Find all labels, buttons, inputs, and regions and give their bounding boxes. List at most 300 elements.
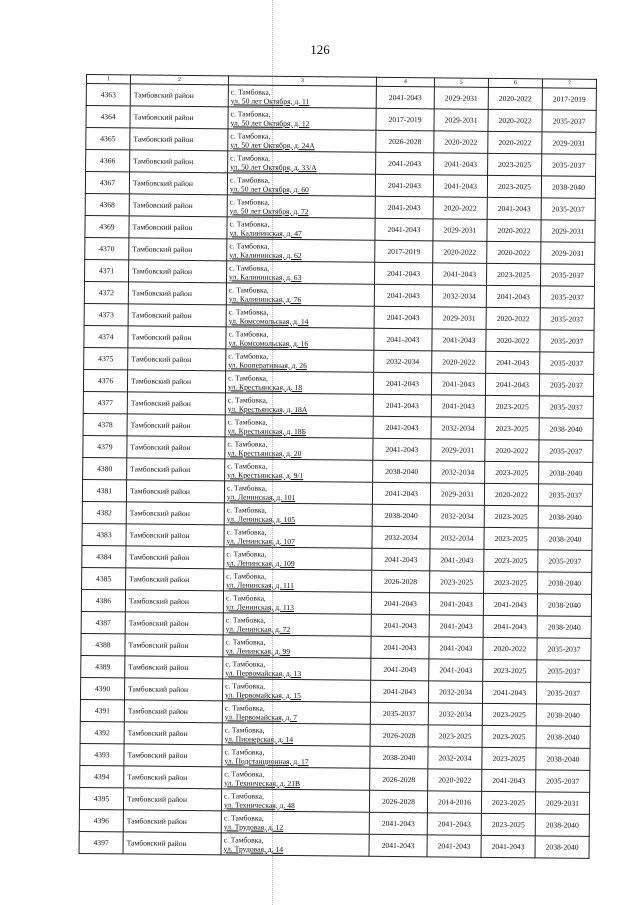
period-cell-col4: 2041-2043 (375, 174, 433, 197)
row-number-cell: 4386 (81, 589, 125, 611)
period-cell-col4: 2032-2034 (372, 526, 430, 549)
address-street: ул. 50 лет Октября, д. 24А (230, 139, 315, 150)
period-cell-col4: 2038-2040 (372, 504, 430, 527)
address-street: ул. Ленинская, д. 107 (226, 535, 295, 546)
period-cell-col7: 2035-2037 (540, 352, 594, 375)
period-cell-col4: 2041-2043 (374, 306, 432, 329)
district-cell: Тамбовский район (129, 172, 227, 195)
period-cell-col6: 2020-2022 (484, 483, 538, 506)
period-cell-col5: 2029-2031 (434, 109, 488, 132)
district-cell: Тамбовский район (127, 436, 225, 459)
address-cell (224, 503, 372, 526)
period-cell-col6: 2023-2025 (484, 549, 538, 572)
period-cell-col6: 2023-2025 (481, 791, 535, 814)
district-cell: Тамбовский район (129, 260, 227, 283)
housing-repair-schedule-table (79, 74, 597, 859)
table-body (79, 75, 596, 859)
address-locality: с. Тамбовка, (224, 702, 265, 713)
period-cell-col5: 2029-2031 (430, 483, 484, 506)
period-cell-col7: 2038-2040 (535, 836, 589, 859)
period-cell-col5: 2032-2034 (428, 681, 482, 704)
period-cell-col6: 2041-2043 (482, 681, 536, 704)
address-locality: с. Тамбовка, (228, 372, 269, 383)
address-street: ул. 50 лет Октября, д. 33/А (230, 161, 317, 172)
table-row (79, 831, 589, 858)
period-cell-col4: 2038-2040 (370, 746, 428, 769)
address-cell (227, 261, 375, 284)
address-locality: с. Тамбовка, (227, 394, 268, 405)
district-cell: Тамбовский район (127, 458, 225, 481)
address-street: ул. Крестьянская, д. 20 (227, 447, 302, 458)
row-number-cell: 4374 (84, 325, 128, 347)
district-cell: Тамбовский район (125, 590, 223, 613)
period-cell-col5: 2041-2043 (433, 175, 487, 198)
period-cell-col4: 2041-2043 (369, 812, 427, 835)
period-cell-col7: 2038-2040 (537, 616, 591, 639)
address-street: ул. Ленинская, д. 109 (226, 557, 295, 568)
period-cell-col7: 2038-2040 (536, 704, 590, 727)
period-cell-col5: 2041-2043 (429, 637, 483, 660)
row-number-cell: 4382 (82, 501, 126, 523)
period-cell-col5: 2041-2043 (427, 813, 481, 836)
address-street: ул. Пионерская, д. 14 (224, 733, 294, 744)
district-cell: Тамбовский район (126, 568, 224, 591)
address-cell (227, 217, 375, 240)
period-cell-col7: 2038-2040 (536, 748, 590, 771)
period-cell-col6: 2023-2025 (485, 417, 539, 440)
district-cell: Тамбовский район (128, 326, 226, 349)
address-locality: с. Тамбовка, (229, 240, 270, 251)
period-cell-col4: 2041-2043 (373, 372, 431, 395)
district-cell: Тамбовский район (124, 678, 222, 701)
address-street: ул. Калининская, д. 63 (229, 271, 302, 282)
period-cell-col5: 2032-2034 (428, 747, 482, 770)
address-street: ул. 50 лет Октября, д. 60 (229, 183, 309, 194)
period-cell-col5: 2023-2025 (428, 725, 482, 748)
period-cell-col5: 2029-2031 (432, 307, 486, 330)
address-street: ул. Комсомольская, д. 14 (228, 315, 309, 326)
address-locality: с. Тамбовка, (228, 284, 269, 295)
district-cell: Тамбовский район (126, 480, 224, 503)
address-street: ул. Техническая, д. 21В (224, 777, 301, 788)
period-cell-col7: 2029-2031 (541, 242, 595, 265)
address-locality: с. Тамбовка, (224, 790, 265, 801)
address-cell (228, 107, 376, 130)
period-cell-col7: 2029-2031 (535, 792, 589, 815)
period-cell-col6: 2023-2025 (488, 153, 542, 176)
address-street: ул. Ленинская, д. 72 (225, 623, 291, 634)
period-cell-col5: 2041-2043 (429, 659, 483, 682)
district-cell: Тамбовский район (130, 106, 228, 129)
district-cell: Тамбовский район (127, 392, 225, 415)
address-locality: с. Тамбовка, (225, 592, 266, 603)
period-cell-col4: 2035-2037 (370, 702, 428, 725)
district-cell: Тамбовский район (127, 370, 225, 393)
period-cell-col7: 2035-2037 (536, 682, 590, 705)
period-cell-col5: 2041-2043 (429, 593, 483, 616)
address-cell (223, 657, 371, 680)
period-cell-col7: 2035-2037 (540, 264, 594, 287)
period-cell-col4: 2041-2043 (371, 592, 429, 615)
address-cell (228, 151, 376, 174)
row-number-cell: 4369 (85, 215, 129, 237)
period-cell-col6: 2020-2022 (487, 219, 541, 242)
row-number-cell: 4384 (82, 545, 126, 567)
row-number-cell: 4368 (85, 193, 129, 215)
address-street: ул. Комсомольская, д. 16 (228, 337, 309, 348)
period-cell-col5: 2032-2034 (428, 703, 482, 726)
period-cell-col7: 2038-2040 (539, 462, 593, 485)
row-number-cell: 4385 (82, 567, 126, 589)
address-locality: с. Тамбовка, (226, 548, 267, 559)
period-cell-col4: 2041-2043 (374, 284, 432, 307)
address-cell (224, 481, 372, 504)
period-cell-col5: 2023-2025 (430, 571, 484, 594)
address-cell (222, 767, 370, 790)
district-cell: Тамбовский район (129, 216, 227, 239)
row-number-cell: 4375 (84, 347, 128, 369)
period-cell-col6: 2041-2043 (483, 615, 537, 638)
period-cell-col6: 2023-2025 (482, 703, 536, 726)
address-locality: с. Тамбовка, (227, 460, 268, 471)
district-cell: Тамбовский район (130, 150, 228, 173)
period-cell-col6: 2023-2025 (483, 659, 537, 682)
period-cell-col7: 2035-2037 (540, 330, 594, 353)
period-cell-col4: 2041-2043 (370, 680, 428, 703)
period-cell-col6: 2041-2043 (487, 197, 541, 220)
row-number-cell: 4372 (84, 281, 128, 303)
row-number-cell: 4396 (79, 809, 123, 831)
column-header: 3 (228, 76, 376, 86)
district-cell: Тамбовский район (126, 524, 224, 547)
row-number-cell: 4363 (86, 84, 130, 106)
address-cell (228, 85, 376, 108)
address-street: ул. Крестьянская, д. 18 (227, 381, 303, 392)
period-cell-col5: 2029-2031 (431, 439, 485, 462)
address-cell (221, 789, 369, 812)
address-cell (224, 525, 372, 548)
address-cell (222, 723, 370, 746)
period-cell-col6: 2041-2043 (483, 593, 537, 616)
address-locality: с. Тамбовка, (227, 438, 268, 449)
period-cell-col6: 2023-2025 (481, 813, 535, 836)
address-cell (222, 701, 370, 724)
column-header: 7 (542, 79, 596, 89)
column-header: 4 (376, 77, 434, 87)
row-number-cell: 4387 (81, 611, 125, 633)
address-locality: с. Тамбовка, (228, 328, 269, 339)
address-cell (227, 195, 375, 218)
address-street: ул. Кооперативная, д. 26 (228, 359, 307, 370)
address-cell (224, 569, 372, 592)
period-cell-col4: 2017-2019 (376, 108, 434, 131)
period-cell-col4: 2026-2028 (369, 790, 427, 813)
address-locality: с. Тамбовка, (225, 636, 266, 647)
period-cell-col4: 2041-2043 (375, 218, 433, 241)
address-locality: с. Тамбовка, (228, 306, 269, 317)
address-locality: с. Тамбовка, (224, 768, 265, 779)
period-cell-col5: 2041-2043 (427, 835, 481, 858)
address-locality: с. Тамбовка, (226, 570, 267, 581)
address-street: ул. Трудовая, д. 14 (223, 843, 284, 854)
period-cell-col6: 2020-2022 (486, 329, 540, 352)
period-cell-col7: 2038-2040 (538, 506, 592, 529)
period-cell-col6: 2020-2022 (488, 87, 542, 110)
period-cell-col5: 2041-2043 (432, 329, 486, 352)
row-number-cell: 4389 (81, 655, 125, 677)
address-street: ул. Ленинская, д. 105 (226, 513, 296, 524)
row-number-cell: 4377 (83, 391, 127, 413)
district-cell: Тамбовский район (126, 546, 224, 569)
address-cell (226, 283, 374, 306)
address-street: ул. Подстанционная, д. 17 (224, 755, 309, 766)
address-locality: с. Тамбовка, (225, 680, 266, 691)
period-cell-col7: 2035-2037 (537, 660, 591, 683)
period-cell-col6: 2020-2022 (488, 131, 542, 154)
row-number-cell: 4364 (86, 106, 130, 128)
address-cell (227, 239, 375, 262)
address-locality: с. Тамбовка, (226, 504, 267, 515)
district-cell: Тамбовский район (129, 194, 227, 217)
column-header: 5 (434, 78, 488, 88)
row-number-cell: 4380 (83, 457, 127, 479)
address-street: ул. Крестьянская, д. 18Б (227, 425, 307, 436)
period-cell-col7: 2035-2037 (538, 550, 592, 573)
address-street: ул. Трудовая, д. 12 (223, 821, 284, 832)
address-locality: с. Тамбовка, (225, 658, 266, 669)
period-cell-col4: 2041-2043 (369, 834, 427, 857)
column-header: 6 (488, 78, 542, 88)
period-cell-col4: 2026-2028 (370, 724, 428, 747)
address-street: ул. Калининская, д. 47 (229, 227, 302, 238)
period-cell-col4: 2041-2043 (376, 86, 434, 109)
period-cell-col4: 2041-2043 (371, 636, 429, 659)
period-cell-col7: 2035-2037 (536, 770, 590, 793)
period-cell-col6: 2023-2025 (487, 175, 541, 198)
address-locality: с. Тамбовка, (230, 130, 271, 141)
address-cell (223, 613, 371, 636)
period-cell-col5: 2014-2016 (427, 791, 481, 814)
document-table-wrapper (79, 74, 597, 859)
address-street: ул. Крестьянская, д. 18А (227, 403, 308, 414)
address-locality: с. Тамбовка, (228, 350, 269, 361)
address-cell (225, 415, 373, 438)
row-number-cell: 4379 (83, 435, 127, 457)
district-cell: Тамбовский район (125, 634, 223, 657)
period-cell-col6: 2020-2022 (486, 307, 540, 330)
period-cell-col6: 2020-2022 (485, 439, 539, 462)
address-cell (225, 459, 373, 482)
address-locality: с. Тамбовка, (230, 152, 271, 163)
row-number-cell: 4371 (85, 259, 129, 281)
period-cell-col7: 2035-2037 (540, 286, 594, 309)
row-number-cell: 4365 (86, 128, 130, 150)
period-cell-col5: 2032-2034 (430, 527, 484, 550)
row-number-cell: 4395 (79, 787, 123, 809)
period-cell-col4: 2026-2028 (372, 570, 430, 593)
district-cell: Тамбовский район (128, 282, 226, 305)
period-cell-col4: 2041-2043 (372, 482, 430, 505)
period-cell-col4: 2017-2019 (375, 240, 433, 263)
period-cell-col7: 2035-2037 (540, 308, 594, 331)
period-cell-col7: 2035-2037 (542, 110, 596, 133)
district-cell: Тамбовский район (123, 832, 221, 855)
address-locality: с. Тамбовка, (226, 526, 267, 537)
address-street: ул. 50 лет Октября, д. 72 (229, 205, 309, 216)
period-cell-col6: 2020-2022 (483, 637, 537, 660)
period-cell-col7: 2035-2037 (541, 198, 595, 221)
period-cell-col5: 2041-2043 (431, 373, 485, 396)
period-cell-col7: 2035-2037 (539, 440, 593, 463)
period-cell-col7: 2038-2040 (535, 814, 589, 837)
period-cell-col7: 2035-2037 (542, 154, 596, 177)
period-cell-col4: 2041-2043 (373, 416, 431, 439)
period-cell-col5: 2032-2034 (432, 285, 486, 308)
period-cell-col6: 2023-2025 (484, 571, 538, 594)
district-cell: Тамбовский район (123, 788, 221, 811)
address-locality: с. Тамбовка, (229, 196, 270, 207)
period-cell-col4: 2026-2028 (370, 768, 428, 791)
period-cell-col6: 2023-2025 (484, 527, 538, 550)
period-cell-col7: 2038-2040 (537, 594, 591, 617)
row-number-cell: 4383 (82, 523, 126, 545)
period-cell-col4: 2041-2043 (374, 262, 432, 285)
period-cell-col7: 2038-2040 (541, 176, 595, 199)
period-cell-col5: 2020-2022 (428, 769, 482, 792)
address-street: ул. Первомайская, д. 13 (225, 667, 302, 678)
period-cell-col6: 2041-2043 (486, 351, 540, 374)
address-cell (225, 437, 373, 460)
address-cell (226, 305, 374, 328)
district-cell: Тамбовский район (124, 744, 222, 767)
period-cell-col4: 2026-2028 (376, 130, 434, 153)
period-cell-col4: 2041-2043 (371, 614, 429, 637)
address-locality: с. Тамбовка, (229, 218, 270, 229)
district-cell: Тамбовский район (124, 722, 222, 745)
row-number-cell: 4394 (80, 765, 124, 787)
address-street: ул. Ленинская, д. 111 (226, 579, 294, 590)
period-cell-col7: 2017-2019 (542, 88, 596, 111)
row-number-cell: 4370 (85, 237, 129, 259)
district-cell: Тамбовский район (125, 612, 223, 635)
district-cell: Тамбовский район (130, 84, 228, 107)
address-cell (225, 371, 373, 394)
period-cell-col5: 2020-2022 (434, 131, 488, 154)
address-locality: с. Тамбовка, (230, 86, 271, 97)
period-cell-col6: 2023-2025 (482, 725, 536, 748)
period-cell-col7: 2038-2040 (539, 418, 593, 441)
row-number-cell: 4367 (85, 172, 129, 194)
period-cell-col7: 2029-2031 (542, 132, 596, 155)
address-cell (228, 129, 376, 152)
row-number-cell: 4378 (83, 413, 127, 435)
address-street: ул. Первомайская, д. 7 (224, 711, 298, 722)
row-number-cell: 4388 (81, 633, 125, 655)
address-street: ул. Первомайская, д. 15 (225, 689, 302, 700)
period-cell-col7: 2035-2037 (539, 396, 593, 419)
period-cell-col6: 2023-2025 (485, 461, 539, 484)
period-cell-col7: 2029-2031 (541, 220, 595, 243)
address-locality: с. Тамбовка, (223, 812, 264, 823)
district-cell: Тамбовский район (130, 128, 228, 151)
address-cell (223, 591, 371, 614)
period-cell-col5: 2020-2022 (433, 241, 487, 264)
address-cell (224, 547, 372, 570)
address-locality: с. Тамбовка, (229, 262, 270, 273)
address-locality: с. Тамбовка, (230, 108, 271, 119)
period-cell-col6: 2041-2043 (486, 285, 540, 308)
period-cell-col4: 2041-2043 (376, 152, 434, 175)
address-street: ул. Калининская, д. 62 (229, 249, 302, 260)
district-cell: Тамбовский район (125, 656, 223, 679)
address-cell (226, 327, 374, 350)
period-cell-col5: 2041-2043 (432, 263, 486, 286)
address-cell (223, 635, 371, 658)
period-cell-col4: 2041-2043 (371, 658, 429, 681)
period-cell-col7: 2035-2037 (537, 638, 591, 661)
period-cell-col6: 2023-2025 (482, 747, 536, 770)
period-cell-col6: 2041-2043 (485, 373, 539, 396)
address-cell (221, 833, 369, 856)
period-cell-col5: 2032-2034 (431, 461, 485, 484)
period-cell-col5: 2041-2043 (429, 615, 483, 638)
row-number-cell: 4390 (80, 677, 124, 699)
period-cell-col5: 2041-2043 (431, 395, 485, 418)
row-number-cell: 4381 (82, 479, 126, 501)
address-street: ул. 50 лет Октября, д. 11 (230, 95, 310, 106)
address-cell (225, 393, 373, 416)
row-number-cell: 4366 (86, 150, 130, 172)
row-number-cell: 4392 (80, 721, 124, 743)
period-cell-col5: 2029-2031 (433, 219, 487, 242)
period-cell-col6: 2020-2022 (487, 241, 541, 264)
row-number-cell: 4376 (83, 369, 127, 391)
period-cell-col6: 2023-2025 (484, 505, 538, 528)
address-street: ул. Техническая, д. 48 (223, 799, 295, 810)
period-cell-col7: 2035-2037 (538, 484, 592, 507)
period-cell-col5: 2029-2031 (434, 87, 488, 110)
period-cell-col4: 2041-2043 (373, 394, 431, 417)
address-cell (222, 679, 370, 702)
period-cell-col6: 2023-2025 (486, 263, 540, 286)
address-locality: с. Тамбовка, (223, 834, 264, 845)
address-cell (227, 173, 375, 196)
address-cell (226, 349, 374, 372)
district-cell: Тамбовский район (129, 238, 227, 261)
period-cell-col5: 2020-2022 (433, 197, 487, 220)
address-locality: с. Тамбовка, (226, 482, 267, 493)
address-street: ул. 50 лет Октября, д. 12 (230, 117, 310, 128)
period-cell-col6: 2041-2043 (481, 835, 535, 858)
period-cell-col6: 2023-2025 (485, 395, 539, 418)
address-locality: с. Тамбовка, (224, 724, 265, 735)
period-cell-col4: 2041-2043 (375, 196, 433, 219)
district-cell: Тамбовский район (124, 766, 222, 789)
district-cell: Тамбовский район (124, 700, 222, 723)
period-cell-col7: 2038-2040 (538, 572, 592, 595)
period-cell-col4: 2041-2043 (374, 328, 432, 351)
address-locality: с. Тамбовка, (229, 174, 270, 185)
address-locality: с. Тамбовка, (224, 746, 265, 757)
period-cell-col5: 2041-2043 (434, 153, 488, 176)
period-cell-col6: 2020-2022 (488, 109, 542, 132)
row-number-cell: 4373 (84, 303, 128, 325)
district-cell: Тамбовский район (127, 414, 225, 437)
period-cell-col7: 2038-2040 (536, 726, 590, 749)
column-header: 2 (130, 75, 228, 85)
period-cell-col5: 2032-2034 (431, 417, 485, 440)
address-street: ул. Калининская, д. 76 (228, 293, 302, 304)
